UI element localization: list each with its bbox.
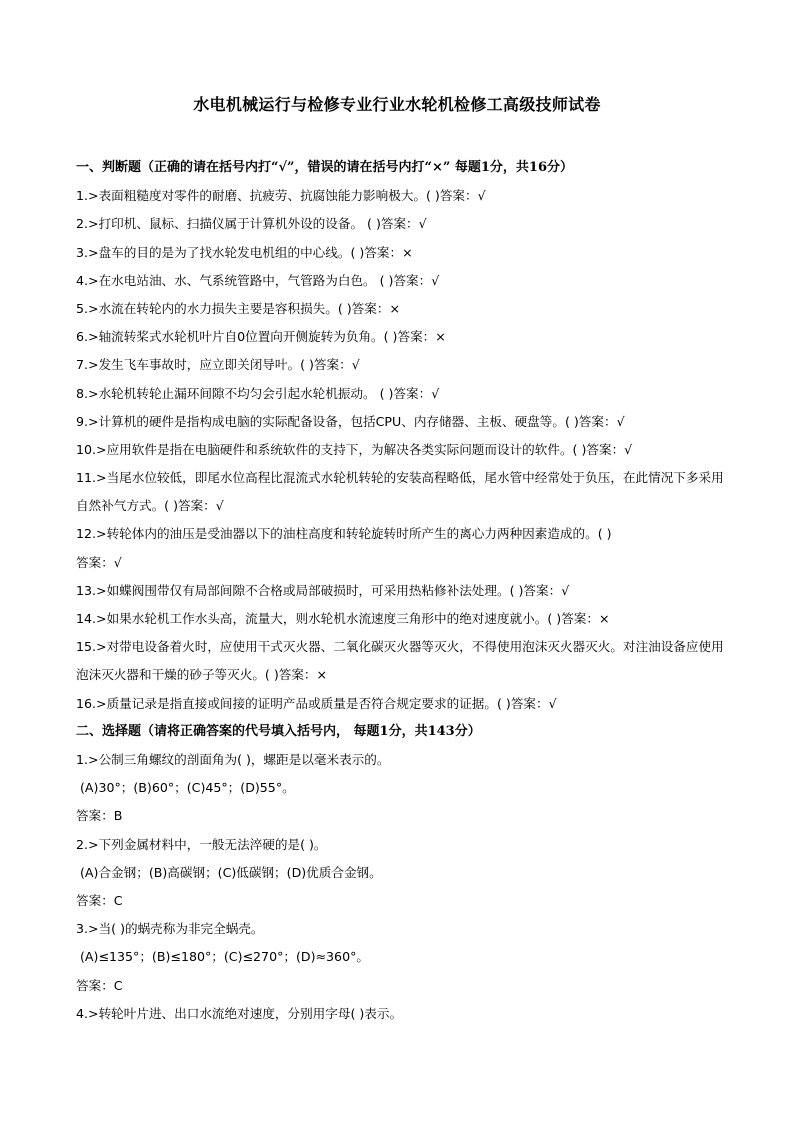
choice-answer: 答案：C [76,977,123,993]
question-item: 11.>当尾水位较低，即尾水位高程比混流式水轮机转轮的安装高程略低，尾水管中经常处于负压，在此情况下多采用自然补气方式。( )答案：√ [76,470,724,514]
answer-mark: × [402,244,413,260]
answer-mark: √ [351,357,360,373]
answer-mark: √ [113,554,122,570]
question-item: 1.>表面粗糙度对零件的耐磨、抗疲劳、抗腐蚀能力影响极大。( )答案：√ [76,188,486,204]
answer-mark: √ [418,216,427,232]
question-item: 4.>在水电站油、水、气系统管路中，气管路为白色。 ( )答案：√ [76,272,440,288]
choice-answer: 答案：C [76,892,123,908]
answer-mark: × [598,611,610,627]
question-item: 14.>如果水轮机工作水头高，流量大，则水轮机水流速度三角形中的绝对速度就小。( )答案：× [76,611,610,627]
question-item: 8.>水轮机转轮止漏环间隙不均匀会引起水轮机振动。 ( )答案：√ [76,385,440,401]
answer-mark: √ [548,695,557,711]
question-item-continued: 答案：√ [76,554,122,570]
choice-options: (A)≤135°；(B)≤180°；(C)≤270°；(D)≈360°。 [80,949,369,965]
section1-heading: 一、判断题（正确的请在括号内打“√”，错误的请在括号内打“×” 每题1分，共16分） [76,160,574,175]
question-item: 2.>打印机、鼠标、扫描仪属于计算机外设的设备。 ( )答案：√ [76,216,427,232]
choice-options: (A)30°；(B)60°；(C)45°；(D)55°。 [80,780,295,796]
question-item: 13.>如蝶阀围带仅有局部间隙不合格或局部破损时，可采用热粘修补法处理。( )答案：√ [76,582,570,598]
choice-answer: 答案：B [76,808,123,824]
question-item: 12.>转轮体内的油压是受油器以下的油柱高度和转轮旋转时所产生的离心力两种因素造成的。( ) [76,526,612,542]
answer-mark: × [435,329,446,345]
question-item: 7.>发生飞车事故时，应立即关闭导叶。( )答案：√ [76,357,360,373]
question-item: 3.>盘车的目的是为了找水轮发电机组的中心线。( )答案：× [76,244,413,260]
question-item: 9.>计算机的硬件是指构成电脑的实际配备设备，包括CPU、内存储器、主板、硬盘等。( )答案：√ [76,413,625,429]
question-item: 16.>质量记录是指直接或间接的证明产品或质量是否符合规定要求的证据。( )答案：√ [76,695,557,711]
answer-mark: √ [561,582,570,598]
question-item: 15.>对带电设备着火时，应使用干式灭火器、二氧化碳灭火器等灭火，不得使用泡沫灭火器灭火。对注油设备应使用泡沫灭火器和干燥的砂子等灭火。( )答案：× [76,639,724,683]
question-item: 6.>轴流转桨式水轮机叶片自0位置向开侧旋转为负角。( )答案：× [76,329,446,345]
section2-heading: 二、选择题（请将正确答案的代号填入括号内， 每题1分，共143分） [76,723,481,739]
answer-mark: √ [431,385,440,401]
answer-mark: × [389,300,401,316]
choice-options: (A)合金钢；(B)高碳钢；(C)低碳钢；(D)优质合金钢。 [80,864,382,880]
choice-question-stem: 1.>公制三角螺纹的剖面角为( )，螺距是以毫米表示的。 [76,752,390,767]
question-item: 5.>水流在转轮内的水力损失主要是容积损失。( )答案：× [76,300,401,316]
choice-question-stem: 4.>转轮叶片进、出口水流绝对速度，分别用字母( )表示。 [76,1005,403,1021]
choice-question-stem: 3.>当( )的蜗壳称为非完全蜗壳。 [76,921,264,937]
page-title: 水电机械运行与检修专业行业水轮机检修工高级技师试卷 [193,95,601,114]
answer-mark: √ [616,413,625,429]
choice-question-stem: 2.>下列金属材料中，一般无法淬硬的是( )。 [76,836,327,852]
answer-mark: √ [624,441,633,457]
question-item: 10.>应用软件是指在电脑硬件和系统软件的支持下，为解决各类实际问题而设计的软件。( )答案：√ [76,441,633,457]
exam-content [76,154,726,1028]
answer-mark: × [316,667,328,683]
answer-mark: √ [477,188,486,204]
answer-mark: √ [215,498,224,514]
answer-mark: √ [431,272,440,288]
